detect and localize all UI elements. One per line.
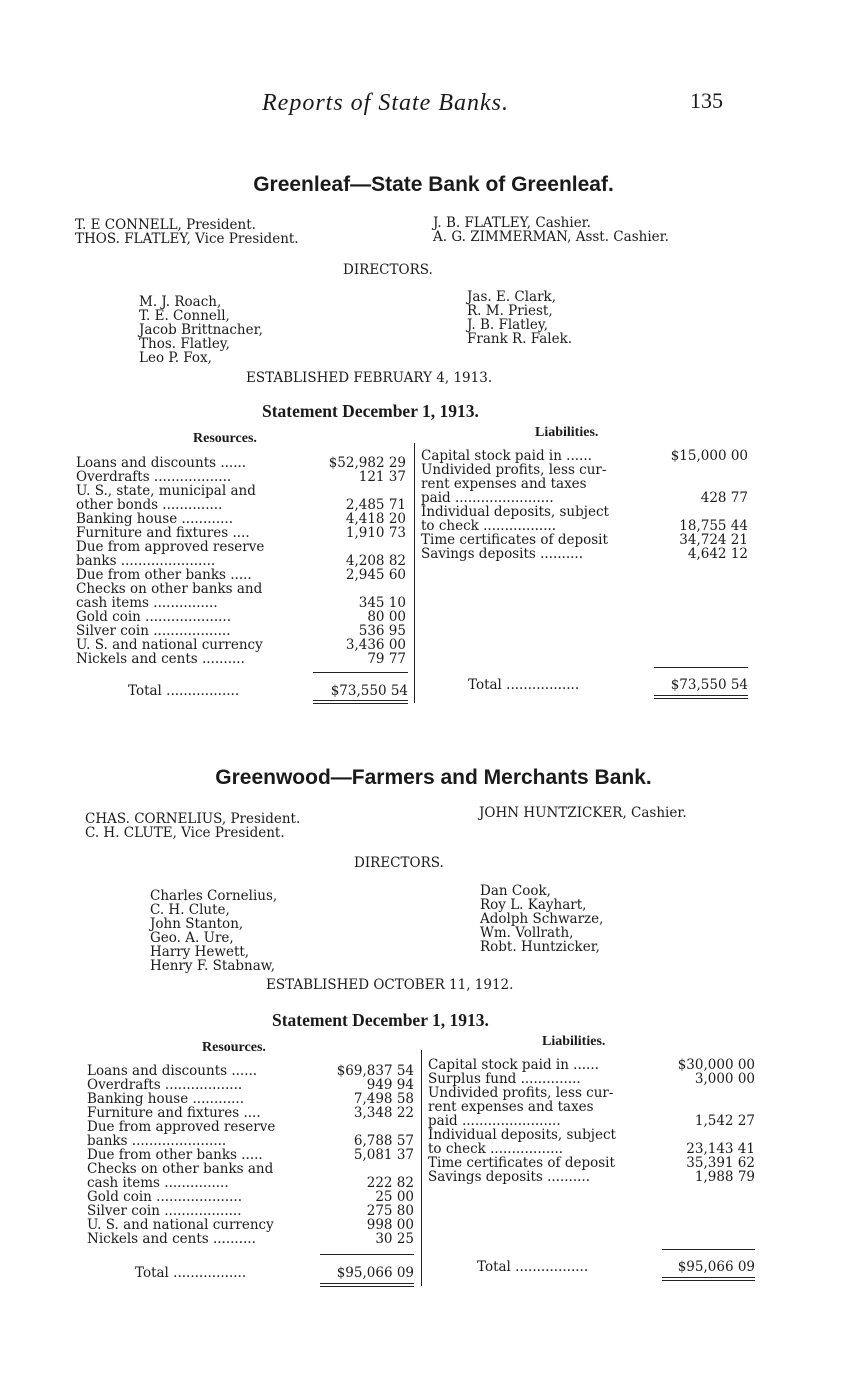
liabilities-total: $73,550 54 (670, 677, 748, 693)
liability-row: rent expenses and taxes (428, 1099, 594, 1115)
resources-total: $95,066 09 (336, 1265, 414, 1281)
total-label: Total ................. (477, 1259, 589, 1275)
director: John Stanton, (150, 916, 244, 932)
total-label: Total ................. (468, 677, 580, 693)
director: J. B. Flatley, (467, 317, 549, 333)
directors-heading: DIRECTORS. (343, 262, 433, 278)
director: Leo P. Fox, (139, 350, 212, 366)
liability-row: Individual deposits, subject (421, 504, 609, 520)
liability-row: Savings deposits .......... 4,642 12 (421, 546, 748, 562)
bank-title: Greenwood—Farmers and Merchants Bank. (215, 766, 652, 789)
resource-row: banks ...................... 6,788 57 (87, 1133, 414, 1149)
resources-heading: Resources. (202, 1040, 266, 1055)
resources-total-row (128, 684, 408, 698)
liabilities-heading: Liabilities. (542, 1034, 606, 1049)
director: Henry F. Stabnaw, (150, 958, 276, 974)
liability-row: Capital stock paid in ...... $30,000 00 (428, 1057, 755, 1073)
liability-row: Undivided profits, less cur- (428, 1085, 614, 1101)
officers-left (85, 812, 300, 840)
bank-title: Greenleaf—State Bank of Greenleaf. (253, 173, 614, 196)
resource-row: Due from other banks ..... 5,081 37 (87, 1147, 414, 1163)
total-double-rule (662, 1277, 755, 1281)
statement-title: Statement December 1, 1913. (272, 1010, 489, 1030)
officers-right (433, 216, 669, 244)
resource-row: Banking house ............ 7,498 58 (87, 1091, 414, 1107)
resource-row: Overdrafts .................. 949 94 (87, 1077, 414, 1093)
resource-row: Silver coin .................. 536 95 (76, 623, 406, 639)
officer: CHAS. CORNELIUS, President. (85, 811, 301, 827)
liabilities-list (421, 449, 748, 561)
resource-row: Banking house ............ 4,418 20 (76, 511, 406, 527)
liabilities-total: $95,066 09 (677, 1259, 755, 1275)
column-divider (414, 443, 415, 703)
directors-heading: DIRECTORS. (354, 855, 444, 871)
director: T. E. Connell, (139, 308, 230, 324)
resource-row: Furniture and fixtures .... 1,910 73 (76, 525, 406, 541)
liability-row: Undivided profits, less cur- (421, 462, 607, 478)
director: Harry Hewett, (150, 944, 250, 960)
page-number: 135 (690, 88, 723, 113)
officer: JOHN HUNTZICKER, Cashier. (479, 805, 687, 821)
resources-total-row (135, 1266, 414, 1280)
director: R. M. Priest, (467, 303, 553, 319)
resource-row: Due from other banks ..... 2,945 60 (76, 567, 406, 583)
director: Thos. Flatley, (139, 336, 230, 352)
liability-row: paid ....................... 1,542 27 (428, 1113, 755, 1129)
total-label: Total ................. (128, 683, 240, 699)
column-divider (421, 1050, 422, 1286)
officer: T. E CONNELL, President. (75, 217, 256, 233)
liability-row: paid ....................... 428 77 (421, 490, 748, 506)
director: Robt. Huntzicker, (480, 939, 600, 955)
officer: C. H. CLUTE, Vice President. (85, 825, 285, 841)
resource-row: Silver coin .................. 275 80 (87, 1203, 414, 1219)
resource-row: cash items ............... 345 10 (76, 595, 406, 611)
established-date: ESTABLISHED FEBRUARY 4, 1913. (246, 370, 493, 386)
officer: J. B. FLATLEY, Cashier. (433, 215, 591, 231)
resources-list (87, 1064, 414, 1246)
resource-row: Overdrafts .................. 121 37 (76, 469, 406, 485)
resource-row: Checks on other banks and (76, 581, 263, 597)
liability-row: to check ................. 18,755 44 (421, 518, 748, 534)
director: Geo. A. Ure, (150, 930, 234, 946)
resource-row: Nickels and cents .......... 79 77 (76, 651, 406, 667)
director: Jacob Brittnacher, (139, 322, 263, 338)
liability-row: Savings deposits .......... 1,988 79 (428, 1169, 755, 1185)
liability-row: Surplus fund .............. 3,000 00 (428, 1071, 755, 1087)
resource-row: Loans and discounts ...... $69,837 54 (87, 1063, 414, 1079)
director: Jas. E. Clark, (467, 289, 557, 305)
director: Dan Cook, (480, 883, 551, 899)
liabilities-total-row (477, 1260, 755, 1274)
director: M. J. Roach, (139, 294, 222, 310)
resource-row: other bonds .............. 2,485 71 (76, 497, 406, 513)
liability-row: to check ................. 23,143 41 (428, 1141, 755, 1157)
liabilities-heading: Liabilities. (535, 425, 599, 440)
total-label: Total ................. (135, 1265, 247, 1281)
total-double-rule (313, 700, 408, 704)
liability-row: Capital stock paid in ...... $15,000 00 (421, 448, 748, 464)
liability-row: Time certificates of deposit 35,391 62 (428, 1155, 755, 1171)
liabilities-total-row (468, 678, 748, 692)
resources-total: $73,550 54 (330, 683, 408, 699)
running-title: Reports of State Banks. (262, 90, 509, 116)
resource-row: Gold coin .................... 80 00 (76, 609, 406, 625)
directors-left (150, 889, 277, 973)
officer: THOS. FLATLEY, Vice President. (75, 231, 299, 247)
resource-row: U. S., state, municipal and (76, 483, 256, 499)
resource-row: cash items ............... 222 82 (87, 1175, 414, 1191)
director: Adolph Schwarze, (480, 911, 604, 927)
resource-row: U. S. and national currency 998 00 (87, 1217, 414, 1233)
resources-heading: Resources. (193, 431, 257, 446)
resource-row: Due from approved reserve (87, 1119, 276, 1135)
officers-left (75, 218, 299, 246)
statement-title: Statement December 1, 1913. (262, 401, 479, 421)
resource-row: Checks on other banks and (87, 1161, 274, 1177)
resources-list (76, 456, 406, 666)
subtotal-rule (320, 1254, 414, 1255)
liability-row: rent expenses and taxes (421, 476, 587, 492)
resource-row: Loans and discounts ...... $52,982 29 (76, 455, 406, 471)
officer: A. G. ZIMMERMAN, Asst. Cashier. (433, 229, 669, 245)
director: Charles Cornelius, (150, 888, 278, 904)
liability-row: Time certificates of deposit 34,724 21 (421, 532, 748, 548)
total-double-rule (320, 1283, 414, 1287)
liabilities-list (428, 1058, 755, 1184)
resource-row: U. S. and national currency 3,436 00 (76, 637, 406, 653)
officers-right (479, 806, 687, 820)
subtotal-rule (313, 672, 408, 673)
subtotal-rule (654, 667, 748, 668)
director: Frank R. Falek. (467, 331, 573, 347)
subtotal-rule (662, 1249, 755, 1250)
directors-left (139, 295, 263, 365)
resource-row: Due from approved reserve (76, 539, 265, 555)
resource-row: Nickels and cents .......... 30 25 (87, 1231, 414, 1247)
director: Wm. Vollrath, (480, 925, 574, 941)
directors-right (480, 884, 603, 954)
directors-right (467, 290, 572, 346)
resource-row: Furniture and fixtures .... 3,348 22 (87, 1105, 414, 1121)
director: C. H. Clute, (150, 902, 230, 918)
director: Roy L. Kayhart, (480, 897, 587, 913)
established-date: ESTABLISHED OCTOBER 11, 1912. (266, 977, 514, 993)
resource-row: Gold coin .................... 25 00 (87, 1189, 414, 1205)
liability-row: Individual deposits, subject (428, 1127, 616, 1143)
resource-row: banks ...................... 4,208 82 (76, 553, 406, 569)
total-double-rule (654, 695, 748, 699)
